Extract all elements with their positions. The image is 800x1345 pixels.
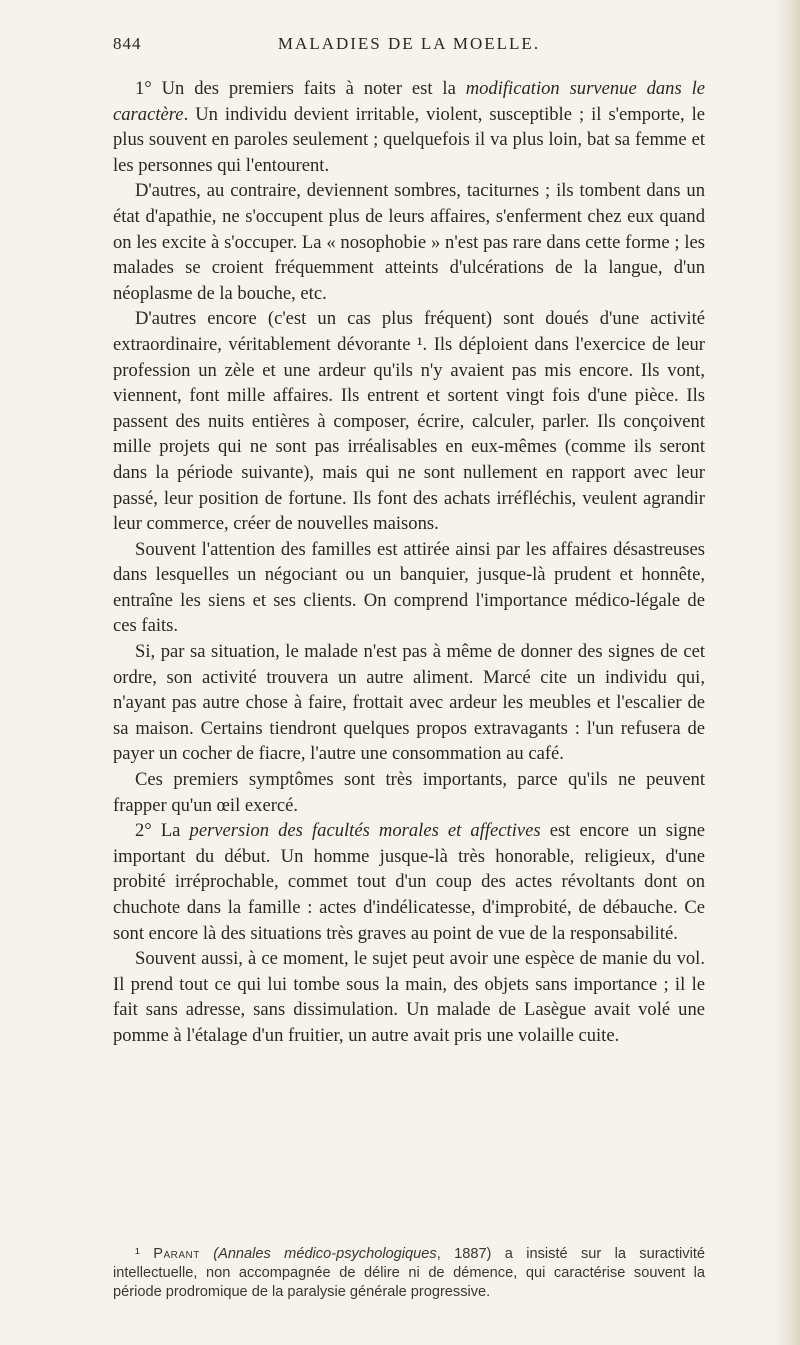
page-number: 844 — [113, 34, 142, 53]
footnote-source: (Annales médico-psychologiques — [213, 1246, 437, 1262]
paragraph: Souvent l'attention des familles est attirée ainsi par les affaires désastreuses dans lesquelles un négociant ou un banquier, jusque-là prudent et honnête, entraîne les siens et ses clients. On comprend l'importance médico-légale de ces faits. — [113, 538, 705, 637]
footnote-text — [113, 1245, 705, 1302]
paragraph: Si, par sa situation, le malade n'est pas à même de donner des signes de cet ordre, son activité trouvera un autre aliment. Marcé cite un individu qui, n'ayant pas autre chose à faire, frottait avec ardeur les meubles et l'escalier de sa maison. Certains tiendront quelques propos extravagants : l'un refusera de payer un cocher de fiacre, l'autre une consommation au café. — [113, 641, 705, 765]
page-header — [113, 34, 705, 58]
running-title: MALADIES DE LA MOELLE. — [277, 34, 541, 53]
emphasis: perversion des facultés morales et affectives — [189, 820, 541, 842]
body-text — [113, 76, 705, 1049]
paragraph: D'autres, au contraire, deviennent sombres, taciturnes ; ils tombent dans un état d'apathie, ne s'occupent plus de leurs affaires, s'enferment chez eux quand on les excite à s'occuper. La « nosophobie » n'est pas rare dans cette forme ; les malades se croient fréquemment atteints d'ulcérations de la langue, d'un néoplasme de la bouche, etc. — [113, 180, 705, 304]
page-edge-shadow — [774, 0, 800, 1345]
paragraph-text: 1° Un des premiers faits à noter est la — [135, 78, 466, 99]
footnote-mark: ¹ — [135, 1246, 154, 1262]
paragraph — [113, 76, 705, 178]
footnote-author: Parant — [153, 1246, 200, 1262]
footnote-body: , 1887) a insisté sur la suractivité intellectuelle, non accompagnée de délire ni de démence, qui caractérise souvent la période prodromique de la paralysie générale progressive. — [113, 1246, 705, 1300]
paragraph-text: 2° La — [135, 820, 190, 842]
paragraph-text: . Un individu devient irritable, violent, susceptible ; il s'emporte, le plus souvent en paroles seulement ; quelquefois il va plus loin, bat sa femme et les personnes qui l'entourent. — [113, 103, 705, 176]
paragraph: Ces premiers symptômes sont très importants, parce qu'ils ne peuvent frapper qu'un œil exercé. — [113, 769, 705, 816]
footnote — [113, 1245, 705, 1302]
emphasis: modification survenue dans le caractère — [113, 78, 705, 125]
paragraph-text: est encore un signe important du début. Un homme jusque-là très honorable, religieux, d'une probité irréprochable, commet tout d'un coup des actes révoltants dont on chuchote dans la famille : actes d'indélicatesse, d'improbité, de débauche. Ce sont encore là des situations très graves au point de vue de la responsabilité. — [113, 820, 705, 944]
paragraph: Souvent aussi, à ce moment, le sujet peut avoir une espèce de manie du vol. Il prend tout ce qui lui tombe sous la main, des objets sans importance ; il le fait sans adresse, sans dissimulation. Un malade de Lasègue avait volé une pomme à l'étalage d'un fruitier, un autre avait pris une volaille cuite. — [113, 948, 705, 1046]
paragraph: D'autres encore (c'est un cas plus fréquent) sont doués d'une activité extraordinaire, véritablement dévorante ¹. Ils déploient dans l'exercice de leur profession un zèle et une ardeur qu'ils n'y avaient pas mis encore. Ils vont, viennent, font mille affaires. Ils entrent et sortent vingt fois d'une pièce. Ils passent des nuits entières à composer, écrire, calculer, parler. Ils conçoivent mille projets qui ne sont pas irréalisables en eux-mêmes (comme ils seront dans la période suivante), mais qui ne sont nullement en rapport avec leur passé, leur position de fortune. Ils font des achats irréfléchis, veulent agrandir leur commerce, créer de nouvelles maisons. — [113, 308, 705, 535]
paragraph — [113, 818, 705, 946]
